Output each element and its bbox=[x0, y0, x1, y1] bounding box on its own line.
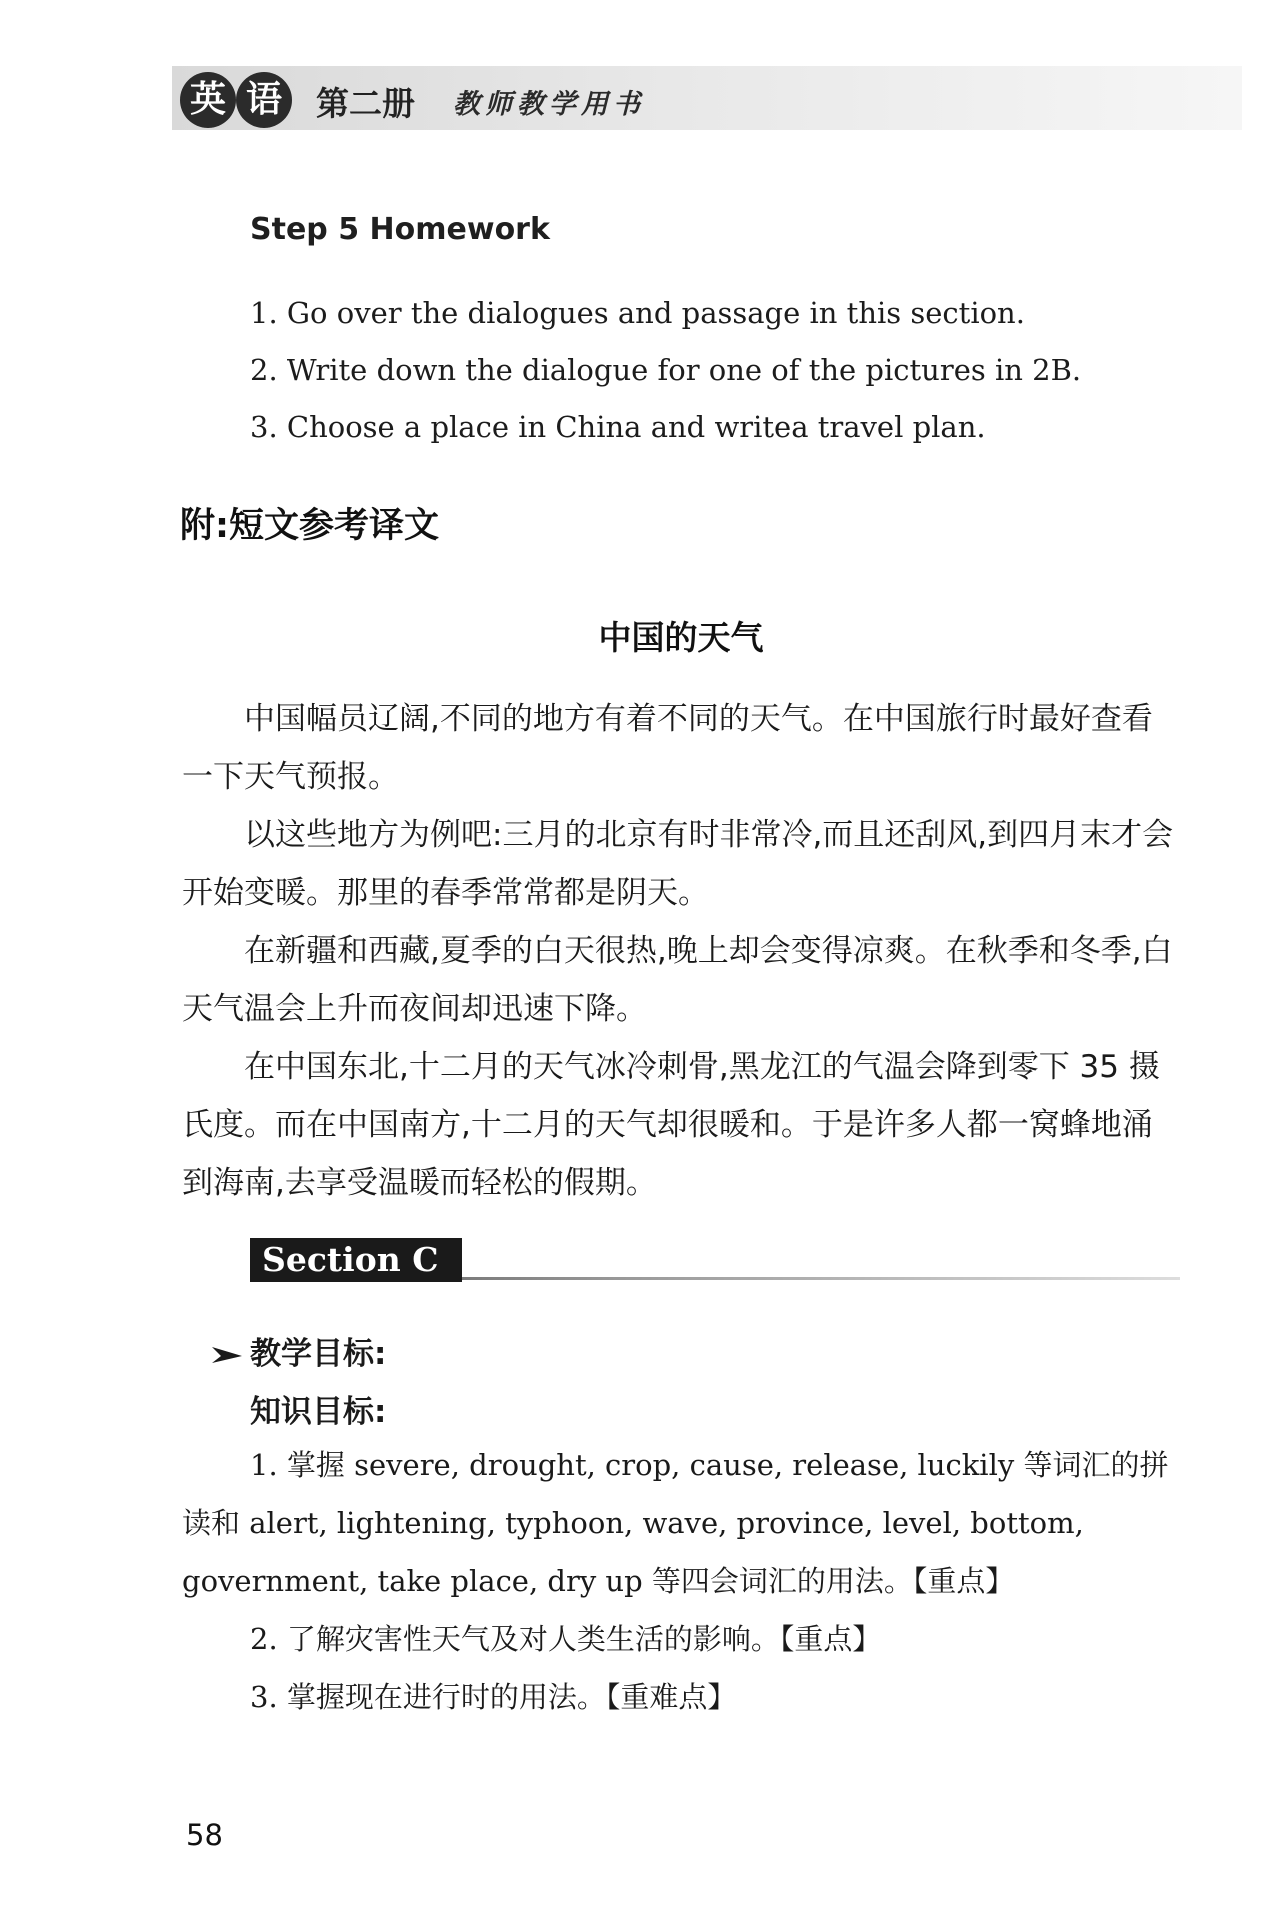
article-body bbox=[182, 690, 1182, 1212]
article-paragraph-1: 中国幅员辽阔,不同的地方有着不同的天气。在中国旅行时最好查看一下天气预报。 bbox=[182, 701, 1153, 795]
header-char-2: 语 bbox=[236, 72, 292, 128]
article-paragraph-3: 在新疆和西藏,夏季的白天很热,晚上却会变得凉爽。在秋季和冬季,白天气温会上升而夜间却迅速下降。 bbox=[182, 933, 1173, 1027]
header-subtitle: 教师教学用书 bbox=[453, 89, 645, 120]
article-title: 中国的天气 bbox=[598, 618, 764, 657]
appendix-heading: 附:短文参考译文 bbox=[180, 506, 439, 546]
article-paragraph-4: 在中国东北,十二月的天气冰冷刺骨,黑龙江的气温会降到零下 35 摄氏度。而在中国南方,十二月的天气却很暖和。于是许多人都一窝蜂地涌到海南,去享受温暖而轻松的假期。 bbox=[182, 1049, 1160, 1201]
goal-item-3: 3. 掌握现在进行时的用法。【重难点】 bbox=[250, 1680, 737, 1714]
goal-item-1: 1. 掌握 severe, drought, crop, cause, release, luckily 等词汇的拼读和 alert, lightening, typhoon, wave, province, level, bottom, government, take place, dry up 等四会词汇的用法。【重点】 bbox=[182, 1448, 1169, 1598]
article-paragraph-2: 以这些地方为例吧:三月的北京有时非常冷,而且还刮风,到四月末才会开始变暖。那里的春季常常都是阴天。 bbox=[182, 817, 1174, 911]
homework-item-3: 3. Choose a place in China and writea travel plan. bbox=[250, 410, 986, 444]
arrow-bullet-icon bbox=[212, 1344, 242, 1364]
page-number: 58 bbox=[186, 1818, 223, 1852]
section-label: Section C bbox=[250, 1238, 462, 1282]
homework-item-1: 1. Go over the dialogues and passage in this section. bbox=[250, 296, 1025, 330]
knowledge-goals-heading: 知识目标: bbox=[250, 1394, 387, 1430]
goals-list bbox=[182, 1436, 1182, 1726]
teaching-goals-heading: 教学目标: bbox=[250, 1336, 387, 1372]
step-title: Step 5 Homework bbox=[250, 212, 550, 247]
goal-item-2: 2. 了解灾害性天气及对人类生活的影响。【重点】 bbox=[250, 1622, 882, 1656]
header-volume: 第二册 bbox=[316, 84, 415, 123]
header-char-1: 英 bbox=[180, 72, 236, 128]
homework-item-2: 2. Write down the dialogue for one of the pictures in 2B. bbox=[250, 353, 1082, 387]
